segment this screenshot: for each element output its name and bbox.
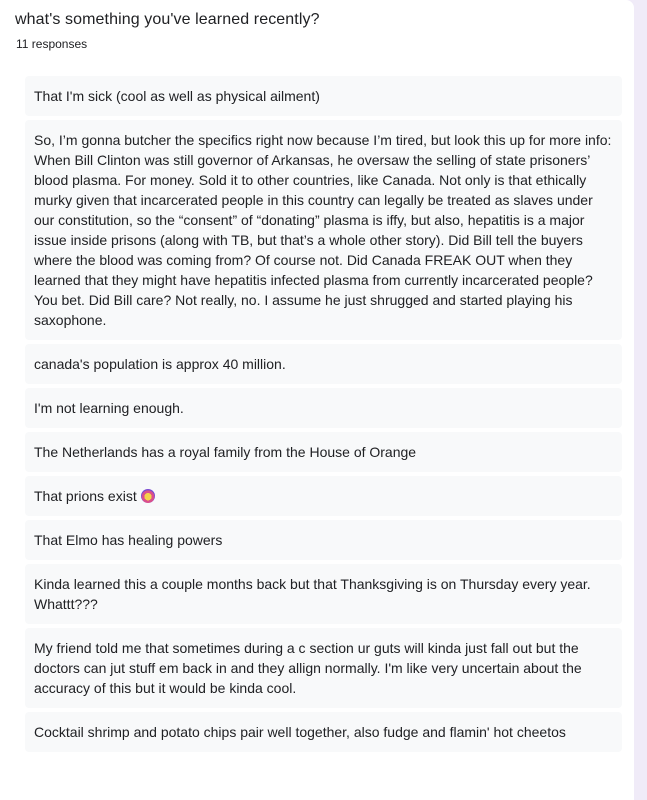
emoji-icon	[141, 489, 155, 503]
response-item	[25, 76, 622, 116]
response-count: 11 responses	[16, 37, 88, 51]
response-item	[25, 120, 622, 340]
response-item	[25, 564, 622, 624]
response-text: canada's population is approx 40 million.	[34, 356, 286, 372]
response-item	[25, 476, 622, 516]
response-item	[25, 432, 622, 472]
response-item	[25, 520, 622, 560]
response-text: That prions exist	[34, 488, 137, 504]
response-text: So, I’m gonna butcher the specifics right now because I’m tired, but look this up for more info: When Bill Clinton was still governor of Arkansas, he oversaw the selling of state prisoners’ blood plasma. For money. Sold it to other countries, like Canada. Not only is that ethically murky given that incarcerated people in this country can legally be treated as slaves under our constitution, so the “consent” of “donating” plasma is iffy, but also, hepatitis is a major issue inside prisons (along with TB, but that’s a whole other story). Did Bill tell the buyers where the blood was coming from? Of course not. Did Canada FREAK OUT when they learned that they might have hepatitis infected plasma from currently incarcerated people? You bet. Did Bill care? Not really, no. I assume he just shrugged and started playing his saxophone.	[34, 132, 612, 328]
response-item	[25, 712, 622, 752]
response-text: That I'm sick (cool as well as physical ailment)	[34, 88, 320, 104]
response-text: I'm not learning enough.	[34, 400, 184, 416]
response-text: That Elmo has healing powers	[34, 532, 223, 548]
response-text: The Netherlands has a royal family from the House of Orange	[34, 444, 417, 460]
response-item	[25, 628, 622, 708]
response-item	[25, 388, 622, 428]
response-text: Kinda learned this a couple months back but that Thanksgiving is on Thursday every year. Whattt???	[34, 576, 591, 612]
page-background-strip	[634, 0, 647, 791]
question-title: what's something you've learned recently?	[15, 11, 320, 28]
response-text: My friend told me that sometimes during a c section ur guts will kinda just fall out but the doctors can jut stuff em back in and they allign normally. I'm like very uncertain about the accuracy of this but it would be kinda cool.	[34, 640, 582, 696]
response-item	[25, 344, 622, 384]
response-list	[25, 76, 622, 752]
response-text: Cocktail shrimp and potato chips pair well together, also fudge and flamin' hot cheetos	[34, 724, 566, 740]
